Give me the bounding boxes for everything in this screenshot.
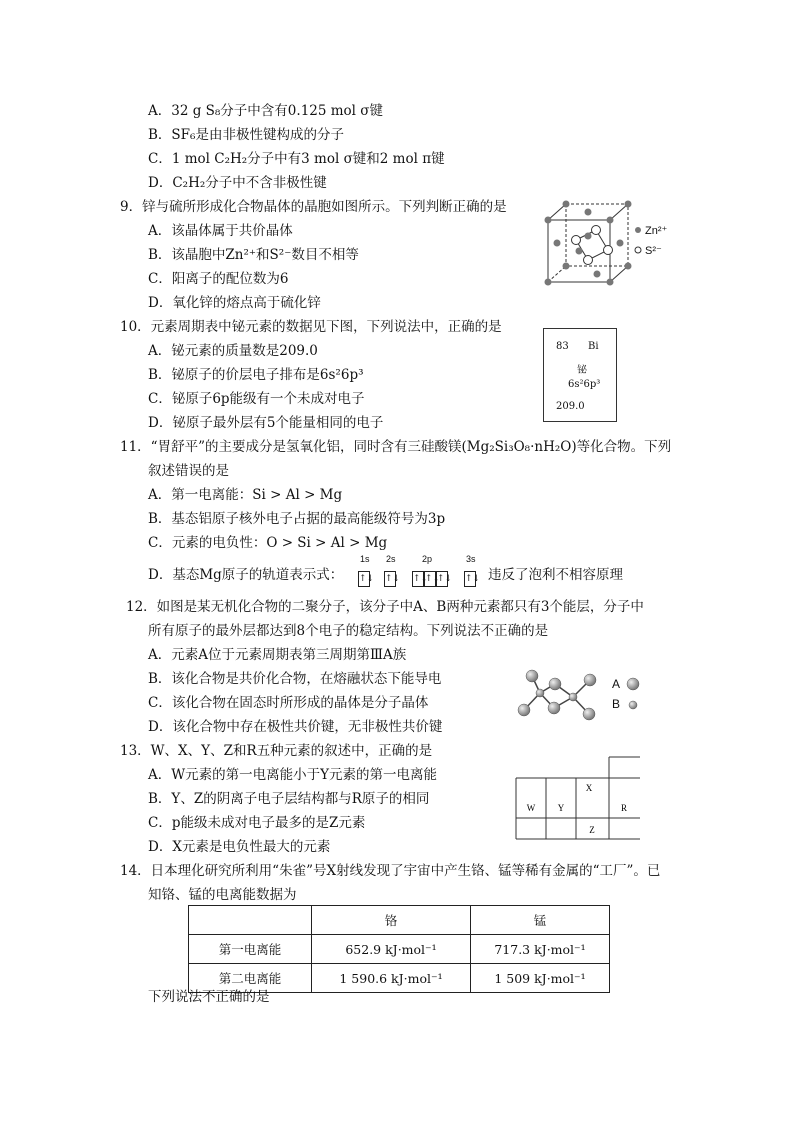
q9-option-d: D．氧化锌的熔点高于硫化锌	[148, 295, 321, 311]
q10-option-a: A．铋元素的质量数是209.0	[148, 343, 318, 359]
cell-z: Z	[589, 825, 595, 835]
legend-b-label: B	[612, 697, 621, 711]
q8-option-a: A．32 g S₈分子中含有0.125 mol σ键	[148, 103, 384, 119]
q11-option-c: C．元素的电负性：O > Si > Al > Mg	[148, 535, 388, 551]
q10-option-d: D．铋原子最外层有5个能量相同的电子	[148, 415, 384, 431]
s-legend-label: S²⁻	[645, 245, 662, 257]
q8-option-c: C．1 mol C₂H₂分子中有3 mol σ键和2 mol π键	[148, 151, 445, 167]
q9-option-c: C．阳离子的配位数为6	[148, 271, 289, 287]
q12-stem-line2: 所有原子的最外层都达到8个电子的稳定结构。下列说法不正确的是	[148, 623, 549, 639]
orbital-1s-box: ↑↓	[358, 568, 370, 587]
q9-stem: 9．锌与硫所形成化合物晶体的晶胞如图所示。下列判断正确的是	[120, 199, 507, 215]
orbital-3s-box: ↑↓	[464, 568, 476, 587]
table-row	[189, 935, 610, 964]
q12-stem-line1: 12．如图是某无机化合物的二聚分子，该分子中A、B两种元素都只有3个能层，分子中	[126, 599, 644, 615]
cell-x: X	[585, 783, 593, 793]
q11-option-a: A．第一电离能：Si > Al > Mg	[148, 487, 343, 503]
q11-option-b: B．基态铝原子核外电子占据的最高能级符号为3p	[148, 511, 446, 527]
q11-stem-line1: 11．“胃舒平”的主要成分是氢氧化铝，同时含有三硅酸镁(Mg₂Si₃O₈·nH₂O)等化合物。下列	[120, 439, 672, 455]
legend-a-label: A	[612, 677, 621, 691]
orbital-label-1s: 1s	[360, 554, 370, 564]
orbital-label-2s: 2s	[386, 554, 396, 564]
cell-y: Y	[557, 803, 565, 813]
bi-mass: 209.0	[556, 401, 585, 412]
table-header-row	[189, 906, 610, 935]
table-cell: 第二电离能	[189, 964, 312, 993]
table-header-cell	[189, 906, 312, 935]
bi-name: 铋	[577, 365, 587, 376]
orbital-label-3s: 3s	[466, 554, 476, 564]
q11-stem-line2: 叙述错误的是	[148, 463, 229, 479]
q12-option-a: A．元素A位于元素周期表第三周期第ⅢA族	[148, 647, 407, 663]
q10-option-c: C．铋原子6p能级有一个未成对电子	[148, 391, 365, 407]
q10-option-b: B．铋原子的价层电子排布是6s²6p³	[148, 367, 364, 383]
bismuth-element-card	[543, 328, 617, 422]
q12-option-b: B．该化合物是共价化合物，在熔融状态下能导电	[148, 671, 442, 687]
q12-option-c: C．该化合物在固态时所形成的晶体是分子晶体	[148, 695, 429, 711]
cell-r: R	[620, 803, 628, 813]
periodic-table-fragment	[512, 756, 642, 840]
orbital-2s-box: ↑↓	[384, 568, 396, 587]
q13-option-a: A．W元素的第一电离能小于Y元素的第一电离能	[148, 767, 438, 783]
table-cell: 1 509 kJ·mol⁻¹	[471, 964, 610, 993]
table-cell: 652.9 kJ·mol⁻¹	[312, 935, 471, 964]
q11-option-d-suffix: 违反了泡利不相容原理	[488, 567, 623, 583]
q14-stem-line2: 知铬、锰的电离能数据为	[148, 887, 297, 903]
q14-stem-line1: 14．日本理化研究所利用“朱雀”号X射线发现了宇宙中产生铬、锰等稀有金属的“工厂”。已	[120, 863, 661, 879]
bi-atomic-number: 83	[556, 341, 569, 352]
q8-option-b: B．SF₆是由非极性键构成的分子	[148, 127, 344, 143]
orbital-label-2p: 2p	[422, 554, 433, 564]
bi-symbol: Bi	[588, 341, 599, 352]
q14-prompt: 下列说法不正确的是	[148, 989, 270, 1005]
table-header-cell: 铬	[312, 906, 471, 935]
table-cell: 1 590.6 kJ·mol⁻¹	[312, 964, 471, 993]
zn-legend-label: Zn²⁺	[645, 225, 668, 237]
legend-a-ball	[625, 676, 641, 692]
q11-option-d-prefix: D．基态Mg原子的轨道表示式：	[148, 567, 344, 583]
q9-option-a: A．该晶体属于共价晶体	[148, 223, 293, 239]
cell-w: W	[526, 803, 536, 813]
table-cell: 717.3 kJ·mol⁻¹	[471, 935, 610, 964]
q9-option-b: B．该晶胞中Zn²⁺和S²⁻数目不相等	[148, 247, 359, 263]
q13-option-c: C．p能级未成对电子最多的是Z元素	[148, 815, 366, 831]
table-header-cell: 锰	[471, 906, 610, 935]
legend-b-ball	[625, 697, 641, 713]
bi-config: 6s²6p³	[568, 379, 601, 390]
mg-orbital-diagram	[356, 554, 486, 590]
q8-option-d: D．C₂H₂分子中不含非极性键	[148, 175, 327, 191]
orbital-2p-boxes: ↑↓↑↓↑↓	[412, 568, 448, 587]
q13-option-b: B．Y、Z的阴离子电子层结构都与R原子的相同	[148, 791, 430, 807]
q10-stem: 10．元素周期表中铋元素的数据见下图，下列说法中，正确的是	[120, 319, 502, 335]
q13-stem: 13．W、X、Y、Z和R五种元素的叙述中，正确的是	[120, 743, 433, 759]
q12-option-d: D．该化合物中存在极性共价键，无非极性共价键	[148, 719, 443, 735]
table-cell: 第一电离能	[189, 935, 312, 964]
q13-option-d: D．X元素是电负性最大的元素	[148, 839, 331, 855]
dimer-molecule-figure	[510, 664, 620, 724]
ionization-energy-table	[188, 905, 610, 993]
